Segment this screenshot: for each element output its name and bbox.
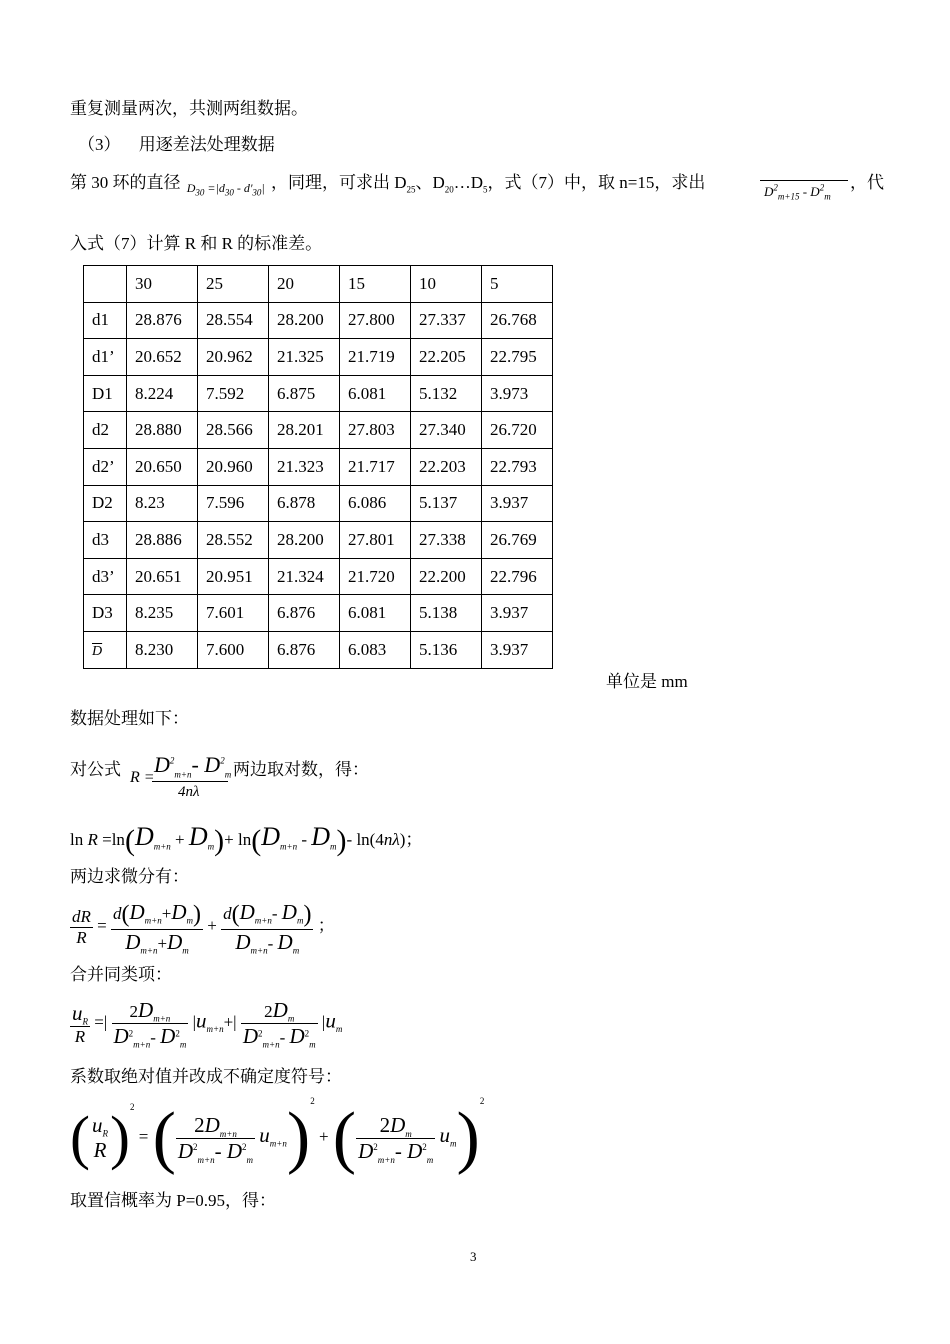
table-cell: 7.592 [198, 375, 269, 412]
table-cell: 8.23 [127, 485, 198, 522]
fraction-bar [760, 176, 848, 181]
frac-term1: $\frac{d(D_{m+n}+D_m)}{D_{m+n}+D_m}$ [112, 900, 201, 955]
sub-20: 20 [444, 184, 454, 195]
frac-coef2: $\frac{2D_m}{D^2_{m+n}- D^2_m}$ [242, 998, 316, 1050]
frac-coef1: $\frac{2D_{m+n}}{D^2_{m+n}- D^2_m}$ [113, 998, 187, 1050]
table-cell: 28.876 [127, 302, 198, 339]
row-label: D1 [84, 375, 127, 412]
table-row [84, 339, 553, 376]
table-row [84, 412, 553, 449]
measurement-table [83, 265, 553, 669]
row-label: d3’ [84, 558, 127, 595]
sub-25: 25 [406, 184, 416, 195]
text-formula7: ，式（7）中，取 n=15，求出 [487, 173, 706, 192]
table-cell: 20.651 [127, 558, 198, 595]
table-cell: 27.340 [411, 412, 482, 449]
text-diameter-intro: 第 30 环的直径 [70, 173, 181, 192]
text-sep2: …D [453, 173, 484, 192]
header-cell: 30 [127, 266, 198, 303]
table-cell: 22.205 [411, 339, 482, 376]
table-cell: 5.137 [411, 485, 482, 522]
row-label: d1’ [84, 339, 127, 376]
table-cell: 26.720 [482, 412, 553, 449]
table-cell: 27.803 [340, 412, 411, 449]
table-cell: 3.937 [482, 595, 553, 632]
table-cell: 22.200 [411, 558, 482, 595]
table-cell: 28.566 [198, 412, 269, 449]
table-cell: 6.081 [340, 595, 411, 632]
table-cell: 21.325 [269, 339, 340, 376]
table-row [84, 558, 553, 595]
line-calc-r: 入式（7）计算 R 和 R 的标准差。 [70, 234, 323, 253]
row-label: D3 [84, 595, 127, 632]
formula-r-lhs: R = [130, 769, 155, 786]
table-cell: 28.880 [127, 412, 198, 449]
section-title: 用逐差法处理数据 [138, 135, 275, 154]
frac-ur-r-sq: $u_R$ R [91, 1113, 108, 1162]
table-cell: 21.717 [340, 448, 411, 485]
header-cell: 20 [269, 266, 340, 303]
table-cell: 22.793 [482, 448, 553, 485]
table-cell: 28.200 [269, 302, 340, 339]
table-cell: 7.601 [198, 595, 269, 632]
header-cell: 25 [198, 266, 269, 303]
unit-label: 单位是 mm [606, 672, 688, 691]
row-label: D2 [84, 485, 127, 522]
table-row [84, 595, 553, 632]
text-formula-intro: 对公式 [70, 760, 121, 779]
line-probability: 取置信概率为 P=0.95，得： [70, 1191, 277, 1210]
header-cell [84, 266, 127, 303]
row-label: d1 [84, 302, 127, 339]
table-cell: 28.552 [198, 522, 269, 559]
table-cell: 26.768 [482, 302, 553, 339]
formula-r-bar [152, 781, 228, 782]
table-cell: 8.235 [127, 595, 198, 632]
table-row-mean [84, 631, 553, 668]
section-heading [78, 134, 275, 156]
mean-d-symbol: $\overline{D}$ [92, 643, 103, 659]
table-cell: 5.138 [411, 595, 482, 632]
line-repeat-measure: 重复测量两次，共测两组数据。 [70, 99, 308, 118]
row-label: d3 [84, 522, 127, 559]
table-cell: 21.324 [269, 558, 340, 595]
header-cell: 5 [482, 266, 553, 303]
table-cell: 27.338 [411, 522, 482, 559]
table-cell: 3.973 [482, 375, 553, 412]
formula-ur: $\frac{u_R}{R}$ =| $\frac{2D_{m+n}}{D^2_{m+n}- D^2_m}$ $|u_{m+n}+|$ $\frac{2D_m}{D^2_{m+n}- D^2_m}$ $|u_m$ [72, 998, 343, 1050]
line-differentiate: 两边求微分有： [70, 867, 189, 886]
table-row [84, 375, 553, 412]
frac-sq1: $\frac{2D_{m+n}}{D^2_{m+n}- D^2_m}$ [177, 1112, 254, 1165]
table-cell: 6.081 [340, 375, 411, 412]
frac-ur-r: $\frac{u_R}{R}$ [72, 1000, 88, 1046]
formula-ur-squared: ( $u_R$ R )$^2$ = ( $\frac{2D_{m+n}}{D^2_{m+n}- D^2_m}$ $u_{m+n})^2$ + ( $\frac{2D_m}{D^2_{m+n}- D^2_m}$ $u_m)^2$ [70, 1095, 485, 1176]
table-cell: 20.951 [198, 558, 269, 595]
table-cell: 6.876 [269, 595, 340, 632]
table-cell: 27.337 [411, 302, 482, 339]
table-cell: 6.876 [269, 631, 340, 668]
table-cell: 7.600 [198, 631, 269, 668]
table-cell: 6.083 [340, 631, 411, 668]
table-cell: 21.323 [269, 448, 340, 485]
table-header-row [84, 266, 553, 303]
table-cell: 8.230 [127, 631, 198, 668]
table-cell: 3.937 [482, 485, 553, 522]
table-cell: 28.886 [127, 522, 198, 559]
table-cell: 26.769 [482, 522, 553, 559]
line-coefficient: 系数取绝对值并改成不确定度符号： [70, 1067, 342, 1086]
header-cell: 10 [411, 266, 482, 303]
table-cell: 5.132 [411, 375, 482, 412]
table-cell: 20.962 [198, 339, 269, 376]
table-cell: 22.795 [482, 339, 553, 376]
formula-ln-r: $\ln R =\ln(D_{m+n} + D_m)+ \ln(D_{m+n} - D_m)-$ ln(4nλ)； [70, 822, 423, 858]
table-cell: 7.596 [198, 485, 269, 522]
table-cell: 5.136 [411, 631, 482, 668]
frac-sq2: $\frac{2D_m}{D^2_{m+n}- D^2_m}$ [358, 1112, 434, 1165]
line-processing: 数据处理如下： [70, 709, 189, 728]
page-number: 3 [470, 1249, 477, 1264]
text-sep1: 、D [415, 173, 445, 192]
table-row [84, 485, 553, 522]
table-row [84, 302, 553, 339]
table-row [84, 522, 553, 559]
table-cell: 8.224 [127, 375, 198, 412]
table-cell: 6.875 [269, 375, 340, 412]
section-number: （3） [78, 135, 121, 154]
header-cell: 15 [340, 266, 411, 303]
table-cell: 6.878 [269, 485, 340, 522]
table-cell: 22.796 [482, 558, 553, 595]
row-label: d2 [84, 412, 127, 449]
formula-r-denominator: 4nλ [178, 784, 200, 800]
table-cell: 3.937 [482, 631, 553, 668]
text-take-log: 两边取对数，得： [233, 760, 369, 779]
table-cell: 27.800 [340, 302, 411, 339]
table-cell: 21.719 [340, 339, 411, 376]
table-cell: 20.652 [127, 339, 198, 376]
frac-dr-r: $\frac{dR}{R}$ [72, 906, 91, 947]
table-cell: 6.086 [340, 485, 411, 522]
table-cell: 20.650 [127, 448, 198, 485]
table-cell: 28.554 [198, 302, 269, 339]
row-label: d2’ [84, 448, 127, 485]
table-cell: 22.203 [411, 448, 482, 485]
line-merge: 合并同类项： [70, 965, 172, 984]
table-cell: 28.200 [269, 522, 340, 559]
table-cell: 28.201 [269, 412, 340, 449]
formula-r-numerator: $D^2_{m+n}-$ $D^2_m$ [154, 752, 232, 780]
frac-term2: $\frac{d(D_{m+n}- D_m)}{D_{m+n}- D_m}$ [223, 900, 312, 955]
line-diameter [70, 172, 705, 199]
formula-dm-diff: $D^2_{m+15} - D^2_m$ [764, 182, 831, 202]
table-cell: 27.801 [340, 522, 411, 559]
formula-d30: D30 =|d30 - d'30| [186, 181, 265, 198]
table-cell: 21.720 [340, 558, 411, 595]
sub-5: 5 [483, 184, 488, 195]
formula-dr: $\frac{dR}{R}$ = $\frac{d(D_{m+n}+D_m)}{D_{m+n}+D_m}$ + $\frac{d(D_{m+n}- D_m)}{D_{m+n}- D_m}$ ； [72, 900, 335, 955]
table-cell: 20.960 [198, 448, 269, 485]
text-similarly: ，同理，可求出 D [270, 173, 407, 192]
text-substitute: ，代 [850, 173, 884, 192]
table-row [84, 448, 553, 485]
row-label-mean [84, 631, 127, 668]
